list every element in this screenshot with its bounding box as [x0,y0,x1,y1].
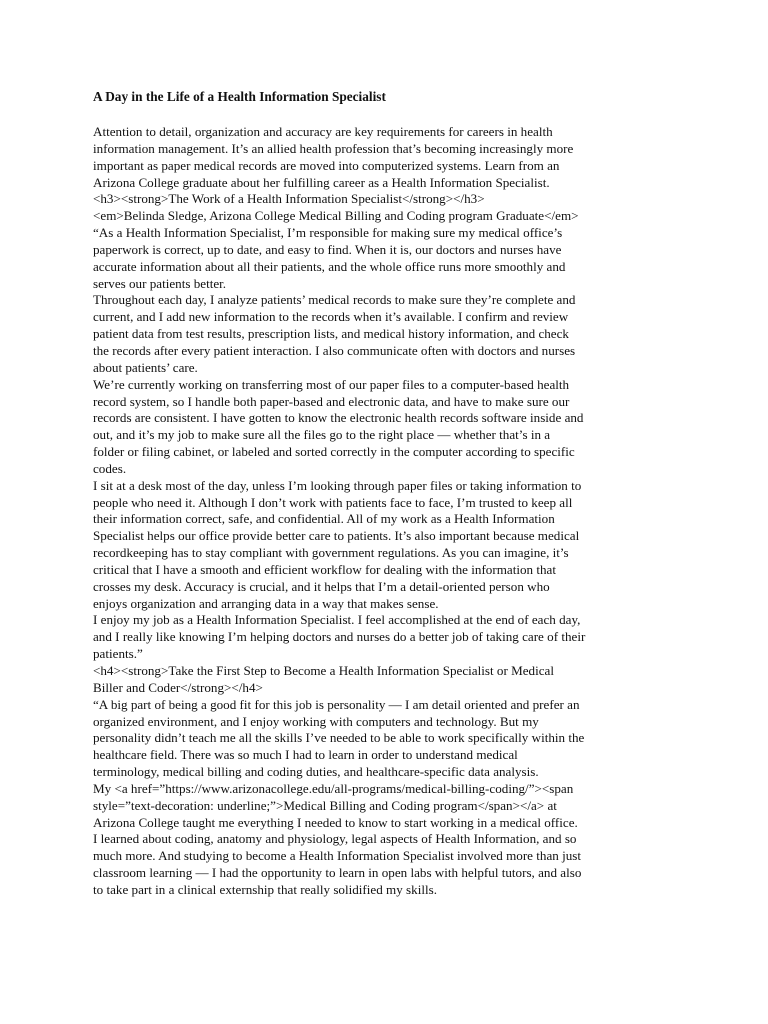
text-line: records are consistent. I have gotten to know the electronic health records software inside and [93,410,584,426]
text-line: Arizona College taught me everything I needed to know to start working in a medical office. [93,814,578,830]
text-line: Arizona College graduate about her fulfilling career as a Health Information Specialist. [93,174,550,190]
text-line: recordkeeping has to stay compliant with government regulations. As you can imagine, it’s [93,545,569,561]
text-line: Specialist helps our office provide better care to patients. It’s also important because medical [93,528,580,544]
text-line: personality didn’t teach me all the skills I’ve needed to be able to work specifically within the [93,730,585,746]
text-line: important as paper medical records are moved into computerized systems. Learn from an [93,157,560,173]
document-body [93,124,679,899]
text-line: classroom learning — I had the opportunity to learn in open labs with helpful tutors, and also [93,865,582,881]
text-line: Throughout each day, I analyze patients’ medical records to make sure they’re complete and [93,292,576,308]
text-line: much more. And studying to become a Health Information Specialist involved more than just [93,848,582,864]
text-line: out, and it’s my job to make sure all the files go to the right place — whether that’s in a [93,427,551,443]
text-line: I learned about coding, anatomy and physiology, legal aspects of Health Information, and so [93,831,577,847]
text-line: record system, so I handle both paper-based and electronic data, and have to make sure our [93,393,570,409]
text-line: Biller and Coder</strong></h4> [93,679,263,695]
text-line: serves our patients better. [93,275,227,291]
text-line: current, and I add new information to the records when it’s available. I confirm and review [93,309,569,325]
text-line: and I really like knowing I’m helping doctors and nurses do a better job of taking care of their [93,629,586,645]
text-line: healthcare field. There was so much I had to learn in order to understand medical [93,747,518,763]
text-line: paperwork is correct, up to date, and easy to find. When it is, our doctors and nurses have [93,241,562,257]
document-page [93,88,679,899]
text-line: <h3><strong>The Work of a Health Information Specialist</strong></h3> [93,191,485,207]
text-line: terminology, medical billing and coding duties, and healthcare-specific data analysis. [93,764,539,780]
text-line: the records after every patient interaction. I also communicate often with doctors and nurses [93,342,576,358]
text-line: codes. [93,460,127,476]
text-line: “As a Health Information Specialist, I’m responsible for making sure my medical office’s [93,225,563,241]
text-line: critical that I have a smooth and efficient workflow for dealing with the information that [93,561,556,577]
text-line: folder or filing cabinet, or labeled and sorted correctly in the computer according to specific [93,444,575,460]
text-line: patients.” [93,646,143,662]
text-line: patient data from test results, prescription lists, and medical history information, and check [93,326,569,342]
text-line: their information correct, safe, and confidential. All of my work as a Health Information [93,511,555,527]
text-line: information management. It’s an allied health profession that’s becoming increasingly more [93,140,574,156]
text-line: My <a href=”https://www.arizonacollege.edu/all-programs/medical-billing-coding/”><span [93,780,574,796]
text-line: Attention to detail, organization and accuracy are key requirements for careers in health [93,124,553,139]
text-line: We’re currently working on transferring most of our paper files to a computer-based health [93,376,570,392]
text-line: I sit at a desk most of the day, unless I’m looking through paper files or taking information to [93,477,582,493]
text-line: I enjoy my job as a Health Information Specialist. I feel accomplished at the end of each day, [93,612,581,628]
text-line: <h4><strong>Take the First Step to Become a Health Information Specialist or Medical [93,663,554,678]
text-line: organized environment, and I enjoy working with computers and technology. But my [93,713,539,729]
text-line: <em>Belinda Sledge, Arizona College Medical Billing and Coding program Graduate</em> [93,208,579,224]
text-line: to take part in a clinical externship that really solidified my skills. [93,881,437,897]
text-line: “A big part of being a good fit for this job is personality — I am detail oriented and prefer an [93,696,580,712]
document-title: A Day in the Life of a Health Information Specialist [93,89,386,104]
text-line: people who need it. Although I don’t work with patients face to face, I’m trusted to keep all [93,494,573,510]
text-line: accurate information about all their patients, and the whole office runs more smoothly and [93,258,566,274]
text-line: style=”text-decoration: underline;”>Medical Billing and Coding program</span></a> at [93,797,557,813]
text-line: enjoys organization and arranging data in a way that makes sense. [93,595,439,611]
text-line: about patients’ care. [93,359,198,375]
text-line: crosses my desk. Accuracy is crucial, and it helps that I’m a detail-oriented person who [93,578,550,594]
